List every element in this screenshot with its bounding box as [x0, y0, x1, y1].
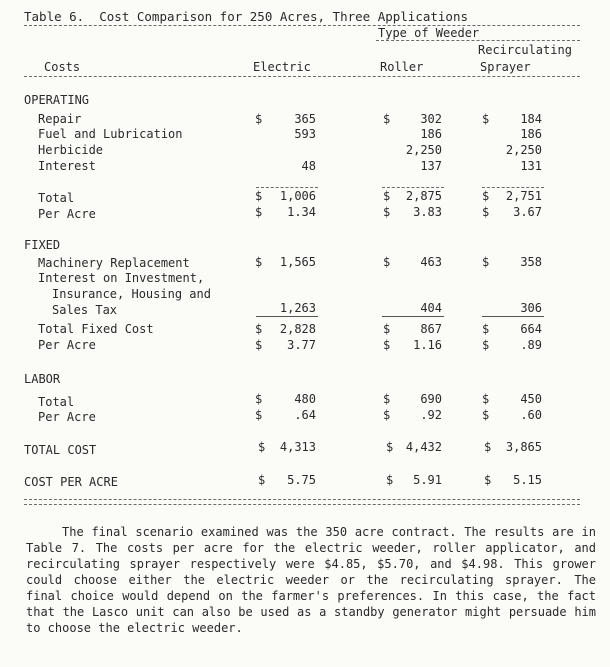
dollar-sign: $ [258, 440, 266, 454]
cell-total-cost-electric: 4,313 [279, 440, 316, 454]
cell-labor-total-sprayer: 450 [520, 392, 542, 406]
col-header-sprayer: Sprayer [480, 60, 531, 74]
cell-interest-sprayer: 131 [520, 159, 542, 173]
row-label-total-cost: TOTAL COST [24, 443, 97, 457]
row-label-cost-per-acre: COST PER ACRE [24, 475, 118, 489]
cell-labor-acre-sprayer: .60 [520, 408, 542, 422]
row-label-fuel: Fuel and Lubrication [38, 127, 183, 141]
dollar-sign: $ [383, 338, 391, 352]
row-label-insurance: Insurance, Housing and [52, 287, 211, 301]
cell-labor-acre-roller: .92 [420, 408, 442, 422]
row-label-herbicide: Herbicide [38, 143, 104, 157]
cell-fixed-acre-sprayer: .89 [520, 338, 542, 352]
cell-cost-acre-sprayer: 5.15 [513, 473, 542, 487]
cell-mach-roller: 463 [420, 255, 442, 269]
cell-interest-electric: 48 [301, 159, 316, 173]
cell-fuel-roller: 186 [420, 127, 442, 141]
dollar-sign: $ [258, 473, 266, 487]
cell-mach-sprayer: 358 [520, 255, 542, 269]
dollar-sign: $ [482, 322, 490, 336]
dollar-sign: $ [482, 392, 490, 406]
dollar-sign: $ [482, 408, 490, 422]
cell-op-acre-electric: 1.34 [287, 205, 316, 219]
row-label-total-fixed: Total Fixed Cost [38, 322, 154, 336]
cell-total-cost-roller: 4,432 [405, 440, 442, 454]
section-labor: LABOR [24, 372, 61, 386]
cell-fixed-total-roller: 867 [420, 322, 442, 336]
subtotal-rule [482, 316, 544, 317]
body-paragraph: The final scenario examined was the 350 acre contract. The results are in Table 7. The costs per acre for the electric weeder, roller applicator, and recirculating sprayer respectively were $4.85, $5.70, and $4.98. This grower could choose either the electric weeder or the recirculating sprayer. The final choice would depend on the farmer's preferences. In this case, the fact that the Lasco unit can also be used as a standby generator might persuade him to choose the electric weeder. [26, 525, 596, 635]
cell-ins-roller: 404 [420, 301, 442, 315]
dollar-sign: $ [482, 112, 490, 126]
group-header-rule [376, 40, 580, 41]
cell-op-total-sprayer: 2,751 [505, 189, 542, 203]
dollar-sign: $ [482, 205, 490, 219]
dollar-sign: $ [255, 392, 263, 406]
dollar-sign: $ [383, 322, 391, 336]
cell-interest-roller: 137 [420, 159, 442, 173]
cell-fuel-sprayer: 186 [520, 127, 542, 141]
header-rule [24, 76, 580, 77]
cell-fixed-acre-electric: 3.77 [287, 338, 316, 352]
cell-ins-electric: 1,263 [279, 301, 316, 315]
dollar-sign: $ [482, 338, 490, 352]
subtotal-rule [482, 187, 544, 188]
cell-labor-total-roller: 690 [420, 392, 442, 406]
dollar-sign: $ [386, 473, 394, 487]
dollar-sign: $ [255, 255, 263, 269]
dollar-sign: $ [482, 189, 490, 203]
cell-op-acre-roller: 3.83 [413, 205, 442, 219]
col-header-recirculating: Recirculating [478, 43, 572, 57]
dollar-sign: $ [383, 205, 391, 219]
section-fixed: FIXED [24, 238, 61, 252]
col-header-costs: Costs [44, 60, 81, 74]
section-operating: OPERATING [24, 93, 90, 107]
cell-cost-acre-roller: 5.91 [413, 473, 442, 487]
cell-herbicide-roller: 2,250 [405, 143, 442, 157]
subtotal-rule [256, 316, 318, 317]
cell-fixed-total-electric: 2,828 [279, 322, 316, 336]
cell-herbicide-sprayer: 2,250 [505, 143, 542, 157]
cell-repair-roller: 302 [420, 112, 442, 126]
dollar-sign: $ [484, 473, 492, 487]
dollar-sign: $ [255, 338, 263, 352]
cell-op-acre-sprayer: 3.67 [513, 205, 542, 219]
cell-op-total-roller: 2,875 [405, 189, 442, 203]
col-header-roller: Roller [380, 60, 424, 74]
cell-fixed-acre-roller: 1.16 [413, 338, 442, 352]
row-label-sales-tax: Sales Tax [52, 303, 118, 317]
cell-labor-total-electric: 480 [294, 392, 316, 406]
dollar-sign: $ [255, 205, 263, 219]
row-label-machinery: Machinery Replacement [38, 256, 190, 270]
cell-fuel-electric: 593 [294, 127, 316, 141]
cell-fixed-total-sprayer: 664 [520, 322, 542, 336]
cell-mach-electric: 1,565 [279, 255, 316, 269]
bottom-rule-2 [24, 504, 580, 505]
subtotal-rule [256, 187, 318, 188]
cell-repair-sprayer: 184 [520, 112, 542, 126]
cell-total-cost-sprayer: 3,865 [505, 440, 542, 454]
dollar-sign: $ [255, 189, 263, 203]
dollar-sign: $ [484, 440, 492, 454]
dollar-sign: $ [383, 408, 391, 422]
cell-cost-acre-electric: 5.75 [287, 473, 316, 487]
row-label-op-per-acre: Per Acre [38, 207, 96, 221]
dollar-sign: $ [383, 392, 391, 406]
type-of-weeder-header: Type of Weeder [378, 26, 480, 40]
row-label-labor-per-acre: Per Acre [38, 410, 96, 424]
row-label-interest-investment: Interest on Investment, [38, 271, 205, 285]
cell-repair-electric: 365 [294, 112, 316, 126]
dollar-sign: $ [255, 112, 263, 126]
dollar-sign: $ [383, 112, 391, 126]
row-label-op-total: Total [38, 191, 75, 205]
table-title: Table 6. Cost Comparison for 250 Acres, Three Applications [24, 9, 469, 24]
cell-op-total-electric: 1,006 [279, 189, 316, 203]
dollar-sign: $ [383, 255, 391, 269]
cell-labor-acre-electric: .64 [294, 408, 316, 422]
subtotal-rule [382, 187, 444, 188]
bottom-rule-1 [24, 499, 580, 500]
dollar-sign: $ [482, 255, 490, 269]
cell-ins-sprayer: 306 [520, 301, 542, 315]
dollar-sign: $ [255, 408, 263, 422]
subtotal-rule [382, 316, 444, 317]
row-label-labor-total: Total [38, 395, 75, 409]
row-label-interest: Interest [38, 159, 96, 173]
title-rule [24, 25, 580, 26]
row-label-repair: Repair [38, 112, 82, 126]
dollar-sign: $ [386, 440, 394, 454]
col-header-electric: Electric [253, 60, 311, 74]
row-label-fixed-per-acre: Per Acre [38, 338, 96, 352]
dollar-sign: $ [383, 189, 391, 203]
dollar-sign: $ [255, 322, 263, 336]
